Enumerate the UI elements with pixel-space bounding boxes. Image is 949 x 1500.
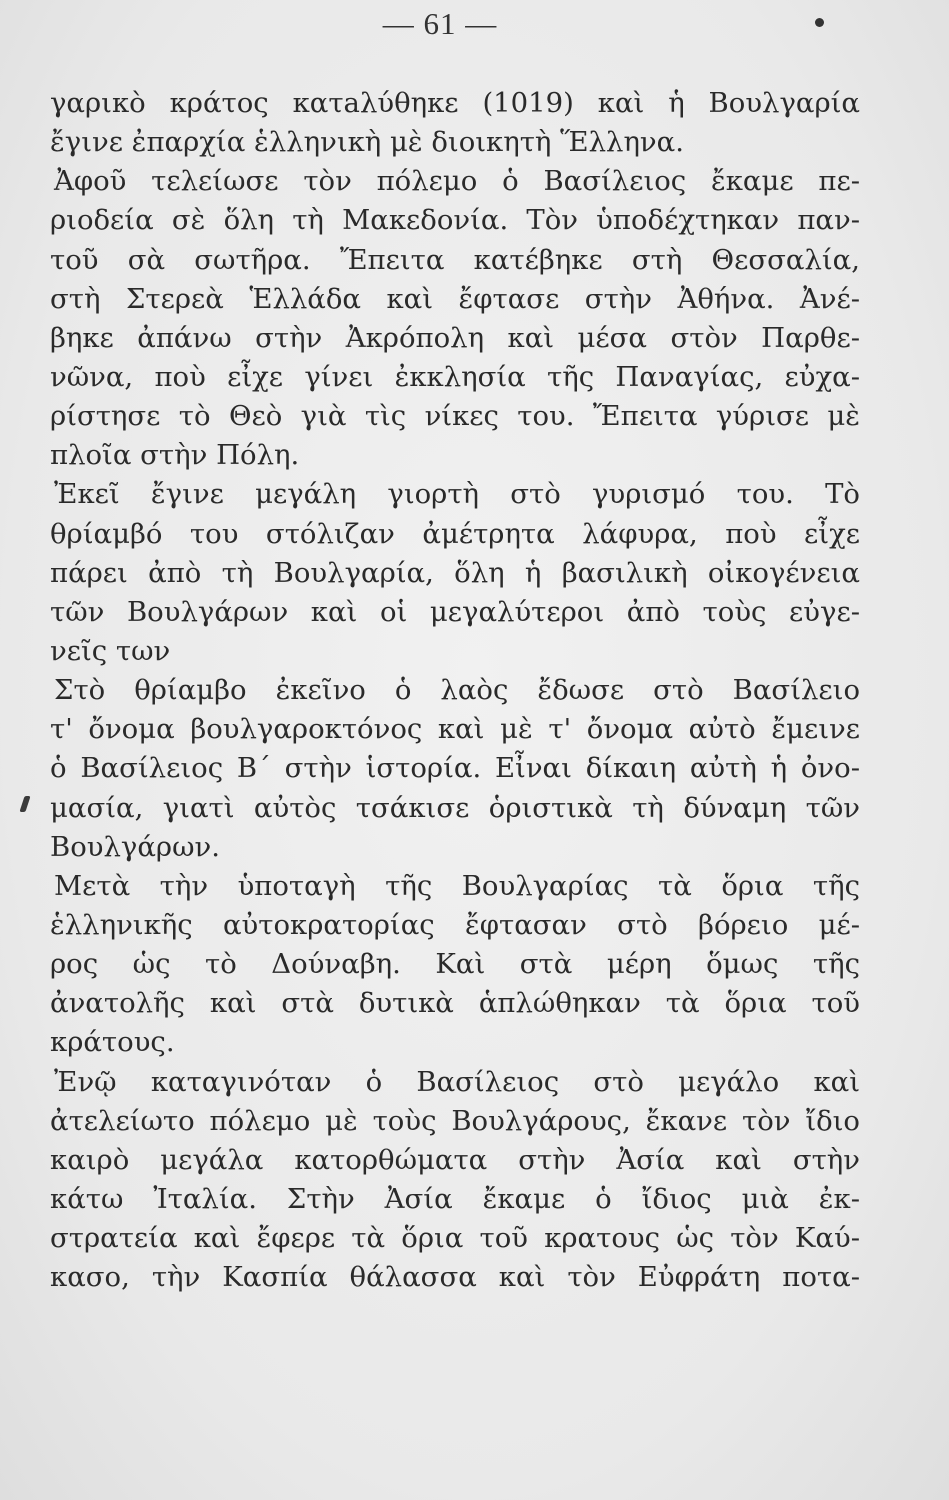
text-line: ὁ Βασίλειος Β΄ στὴν ἱστορία. Εἶναι δίκαιη αὐτὴ ἡ ὀνο-: [50, 752, 860, 785]
text-line: τ' ὄνομα βουλγαροκτόνος καὶ μὲ τ' ὄνομα αὐτὸ ἔμεινε: [50, 713, 860, 746]
text-line: Ἐνῷ καταγινόταν ὁ Βασίλειος στὸ μεγάλο καὶ: [54, 1065, 860, 1098]
text-line: ρίστησε τὸ Θεὸ γιὰ τὶς νίκες του. Ἔπειτα γύρισε μὲ: [50, 400, 860, 433]
text-line: γαρικὸ κράτος κατaλύθηκε (1019) καὶ ἡ Βουλγαρία: [50, 87, 860, 119]
text-line: Ἐκεῖ ἔγινε μεγάλη γιορτὴ στὸ γυρισμό του. Τὸ: [54, 478, 860, 511]
text-line: κράτους.: [50, 1026, 175, 1059]
text-line: καιρὸ μεγάλα κατορθώματα στὴν Ἀσία καὶ στὴν: [50, 1143, 860, 1176]
text-line: στρατεία καὶ ἔφερε τὰ ὅρια τοῦ κρατους ὡς τὸν Καύ-: [50, 1222, 860, 1255]
text-line: ἀτελείωτο πόλεμο μὲ τοὺς Βουλγάρους, ἔκανε τὸν ἴδιο: [50, 1104, 860, 1137]
text-line: θρίαμβό του στόλιζαν ἀμέτρητα λάφυρα, ποὺ εἶχε: [50, 517, 860, 550]
text-line: τοῦ σὰ σωτῆρα. Ἔπειτα κατέβηκε στὴ Θεσσαλία,: [50, 243, 860, 276]
text-line: πλοῖα στὴν Πόλη.: [50, 439, 300, 472]
margin-ink-mark: [19, 796, 30, 812]
text-line: Μετὰ τὴν ὑποταγὴ τῆς Βουλγαρίας τὰ ὅρια τῆς: [54, 869, 860, 902]
text-line: πάρει ἀπὸ τὴ Βουλγαρία, ὅλη ἡ βασιλικὴ οἰκογένεια: [50, 556, 860, 589]
text-line: μασία, γιατὶ αὐτὸς τσάκισε ὁριστικὰ τὴ δύναμη τῶν: [50, 791, 860, 824]
text-line: ρος ὡς τὸ Δούναβη. Καὶ στὰ μέρη ὅμως τῆς: [50, 948, 860, 981]
text-line: νῶνα, ποὺ εἶχε γίνει ἐκκλησία τῆς Παναγίας, εὐχα-: [50, 360, 860, 393]
text-line: Ἀφοῦ τελείωσε τὸν πόλεμο ὁ Βασίλειος ἔκαμε πε-: [54, 165, 860, 198]
text-line: ριοδεία σὲ ὅλη τὴ Μακεδονία. Τὸν ὑποδέχτηκαν παν-: [50, 204, 860, 237]
text-line: ἀνατολῆς καὶ στὰ δυτικὰ ἁπλώθηκαν τὰ ὅρια τοῦ: [50, 987, 860, 1020]
body-text: [50, 84, 860, 1297]
text-line: Στὸ θρίαμβο ἐκεῖνο ὁ λαὸς ἔδωσε στὸ Βασίλειο: [54, 674, 860, 707]
text-line: νεῖς των: [50, 634, 171, 667]
page-number: — 61 —: [382, 6, 498, 41]
text-line: κάτω Ἰταλία. Στὴν Ἀσία ἔκαμε ὁ ἴδιος μιὰ ἐκ-: [50, 1182, 860, 1215]
text-line: τῶν Βουλγάρων καὶ οἱ μεγαλύτεροι ἀπὸ τοὺς εὐγε-: [50, 595, 860, 628]
text-line: κασο, τὴν Κασπία θάλασσα καὶ τὸν Εὐφράτη ποτα-: [50, 1261, 860, 1294]
ink-dot-mark: [815, 18, 824, 27]
text-line: βηκε ἀπάνω στὴν Ἀκρόπολη καὶ μέσα στὸν Παρθε-: [50, 321, 860, 354]
text-line: στὴ Στερεὰ Ἑλλάδα καὶ ἔφτασε στὴν Ἀθήνα. Ἀνέ-: [50, 282, 860, 315]
text-line: Βουλγάρων.: [50, 830, 220, 863]
text-line: ἑλληνικῆς αὐτοκρατορίας ἔφτασαν στὸ βόρειο μέ-: [50, 908, 860, 941]
text-line: ἔγινε ἐπαρχία ἑλληνικὴ μὲ διοικητὴ Ἕλληνα.: [50, 126, 684, 159]
